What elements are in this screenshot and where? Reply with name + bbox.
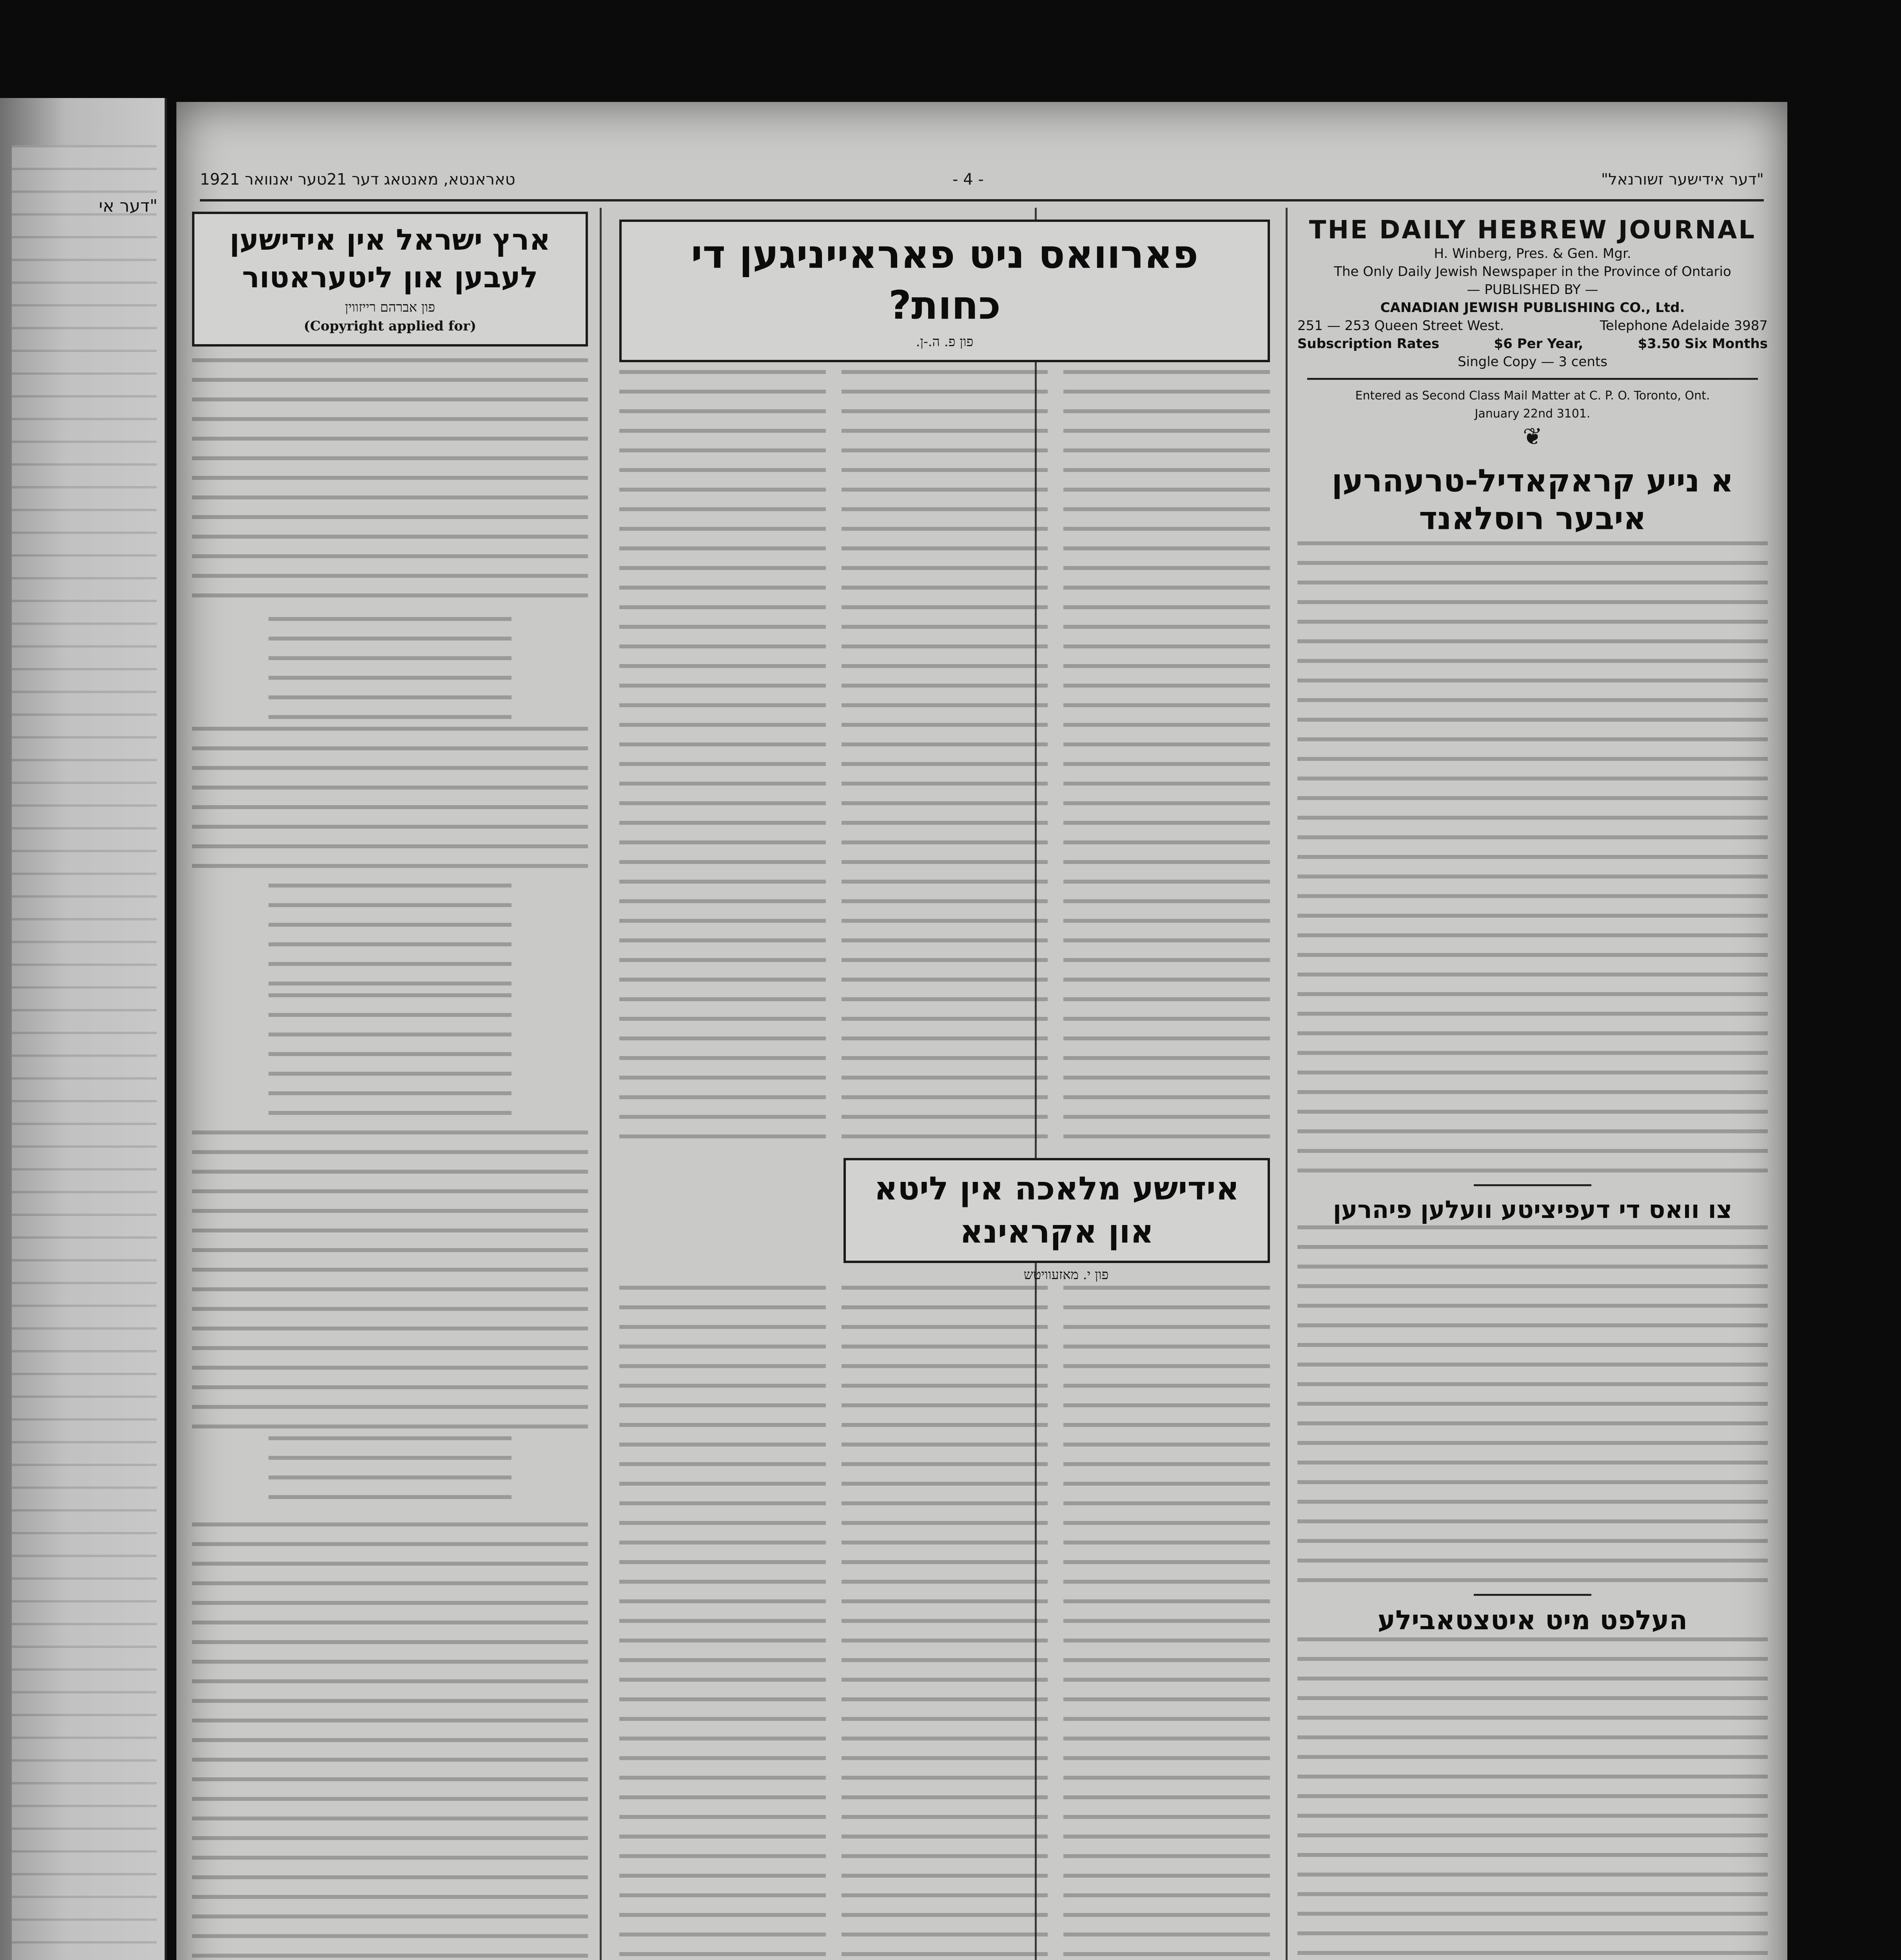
- masthead: [1297, 212, 1768, 458]
- article-columns: [611, 1286, 1278, 1960]
- article-headline-line1: ארץ ישראל אין אידישען: [229, 223, 551, 257]
- article-byline: פון אברהם רייזווין: [345, 299, 435, 315]
- article-body: [842, 1286, 1048, 1960]
- newspaper-page: [176, 102, 1787, 1960]
- masthead-telephone: Telephone Adelaide 3987: [1600, 318, 1768, 334]
- poem-stanza: [268, 617, 512, 719]
- article-headline: א נייע קראקאדיל-טרעהרען איבער רוסלאנד: [1331, 463, 1734, 537]
- article-body: [192, 727, 588, 876]
- article-body: [1063, 1286, 1270, 1960]
- headline-box: [192, 212, 588, 347]
- folio-line: [176, 171, 1787, 194]
- previous-page-fragment: [0, 98, 167, 1960]
- column-rule: [1286, 208, 1288, 1960]
- masthead-title: THE DAILY HEBREW JOURNAL: [1309, 216, 1756, 245]
- folio-page-number: - 4 -: [952, 171, 984, 189]
- masthead-address-row: [1297, 317, 1768, 335]
- folio-paper-name: "דער אידישער זשורנאל": [1601, 171, 1764, 189]
- masthead-single-copy: Single Copy — 3 cents: [1458, 354, 1607, 370]
- article-separator: [1474, 1594, 1591, 1596]
- headline-box: [843, 1158, 1270, 1263]
- previous-page-text-block: [12, 145, 157, 1960]
- poem-stanza: [268, 993, 512, 1123]
- article-body: [842, 370, 1048, 1146]
- folio-date: טאראנטא, מאנטאג דער 21טער יאנוואר 1921: [200, 171, 515, 189]
- left-column: [192, 212, 588, 1960]
- column-rule: [600, 208, 602, 1960]
- article-headline: פארוואס ניט פאראייניגען די כחות?: [691, 231, 1199, 328]
- right-column: [1297, 212, 1768, 1960]
- top-rule: [200, 199, 1764, 201]
- article-body: [619, 370, 826, 1146]
- copyright-notice: (Copyright applied for): [303, 318, 477, 334]
- article-body: [1063, 370, 1270, 1146]
- article-columns: [611, 370, 1278, 1146]
- poem-stanza: [268, 884, 512, 985]
- masthead-address: 251 — 253 Queen Street West.: [1297, 318, 1504, 334]
- masthead-entered: Entered as Second Class Mail Matter at C. P. O. Toronto, Ont.: [1355, 389, 1710, 403]
- article-body: [1297, 1225, 1768, 1586]
- article-separator: [1474, 1184, 1591, 1186]
- article-body: [192, 358, 588, 609]
- ornament-icon: ❦: [1522, 423, 1543, 450]
- masthead-per-year: $6 Per Year,: [1494, 336, 1584, 352]
- masthead-rule: [1307, 378, 1758, 380]
- masthead-date: January 22nd 3101.: [1475, 407, 1591, 421]
- masthead-tagline: The Only Daily Jewish Newspaper in the Province of Ontario: [1334, 264, 1731, 279]
- masthead-rates-label: Subscription Rates: [1297, 336, 1440, 352]
- article-headline: העלפט מיט איטצטאבילע: [1377, 1605, 1688, 1636]
- article-headline: צו וואס די דעפיציטע וועלען פיהרען: [1333, 1195, 1732, 1224]
- article-body: [1297, 541, 1768, 1176]
- masthead-rates-row: [1297, 335, 1768, 353]
- masthead-published-by: — PUBLISHED BY —: [1467, 282, 1598, 298]
- headline-box: [619, 220, 1270, 362]
- poem-stanza: [268, 1436, 512, 1515]
- article-byline: פון י. מאזעוויטש: [1023, 1267, 1109, 1283]
- previous-page-runner: "דער אי: [99, 196, 158, 216]
- article-body: [192, 1523, 588, 1960]
- masthead-publisher: CANADIAN JEWISH PUBLISHING CO., Ltd.: [1380, 300, 1685, 316]
- masthead-manager: H. Winberg, Pres. & Gen. Mgr.: [1434, 246, 1631, 261]
- article-byline: פון פ. ה.-ן.: [916, 334, 974, 350]
- article-body: [192, 1131, 588, 1428]
- masthead-six-months: $3.50 Six Months: [1638, 336, 1768, 352]
- article-headline-line2: לעבען און ליטעראטור: [242, 261, 538, 294]
- article-body: [619, 1286, 826, 1960]
- center-columns: [611, 212, 1278, 1960]
- article-body: [1297, 1637, 1768, 1960]
- article-headline: אידישע מלאכה אין ליטא און אקראינא: [874, 1170, 1239, 1250]
